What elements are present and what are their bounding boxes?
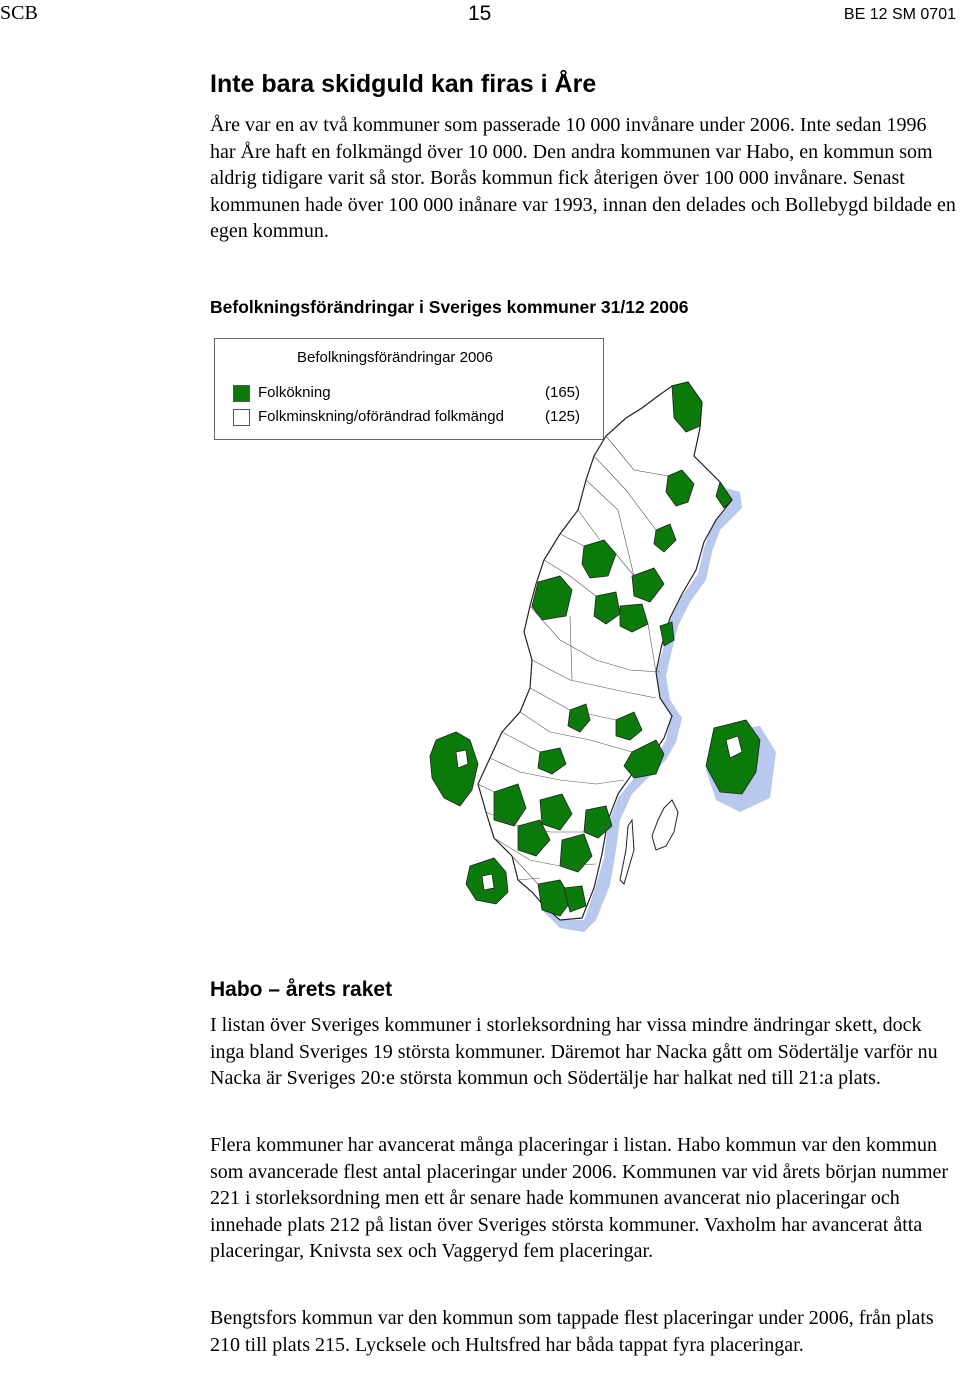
sweden-municipality-map <box>420 380 800 940</box>
inset-goteborg <box>430 732 478 806</box>
report-id: BE 12 SM 0701 <box>843 6 956 23</box>
header-left: SCB <box>0 2 38 24</box>
region-vilhelmina <box>532 576 572 620</box>
section-subtitle: Habo – årets raket <box>210 978 393 1001</box>
page-number: 15 <box>468 2 492 25</box>
inset-malmo <box>466 858 508 904</box>
inset-stockholm <box>706 720 776 812</box>
legend-swatch-increase <box>233 385 250 402</box>
map-title: Befolkningsförändringar i Sveriges kommuner 31/12 2006 <box>210 297 689 317</box>
paragraph-3: Bengtsfors kommun var den kommun som tappade flest placeringar under 2006, från plats 210 till plats 215. Lycksele och Hultsfred har båda tappat fyra placeringar. <box>210 1307 934 1356</box>
section-title: Inte bara skidguld kan firas i Åre <box>210 70 597 98</box>
legend-swatch-decrease <box>233 409 250 426</box>
legend-count: (125) <box>545 408 581 425</box>
sweden-outline <box>478 382 732 920</box>
intro-paragraph: Åre var en av två kommuner som passerade 10 000 invånare under 2006. Inte sedan 1996 har Åre haft en folkmängd över 10 000. Den andra kommunen var Habo, en kommun som aldrig tidigare varit så stor. Borås kommun fick återigen över 100 000 invånare. Senast kommunen hade över 100 000 inånare var 1993, innan den delades och Bollebygd bildade en egen kommun. <box>210 114 956 242</box>
paragraph-2: Flera kommuner har avancerat många placeringar i listan. Habo kommun var den kommun som avancerade flest antal placeringar under 2006. Kommunen var vid årets början nummer 221 i storleksordning men ett år senare hade kommunen avancerat nio placeringar och innehade plats 212 på listan över Sveriges största kommuner. Vaxholm har avancerat åtta placeringar, Knivsta sex och Vaggeryd fem placeringar. <box>210 1134 949 1262</box>
oland-island <box>620 820 634 884</box>
paragraph-1: I listan över Sveriges kommuner i storleksordning har vissa mindre ändringar skett, dock inga bland Sveriges 19 största kommuner. Däremot har Nacka gått om Södertälje varför nu Nacka är Sveriges 20:e största kommun och Södertälje har halkat ned till 21:a plats. <box>210 1014 938 1089</box>
gotland-island <box>652 800 678 850</box>
legend-label: Folkökning <box>258 384 331 401</box>
legend-label: Folkminskning/oförändrad folkmängd <box>258 408 504 425</box>
legend-count: (165) <box>545 384 581 401</box>
legend-title: Befolkningsförändringar 2006 <box>297 349 493 366</box>
